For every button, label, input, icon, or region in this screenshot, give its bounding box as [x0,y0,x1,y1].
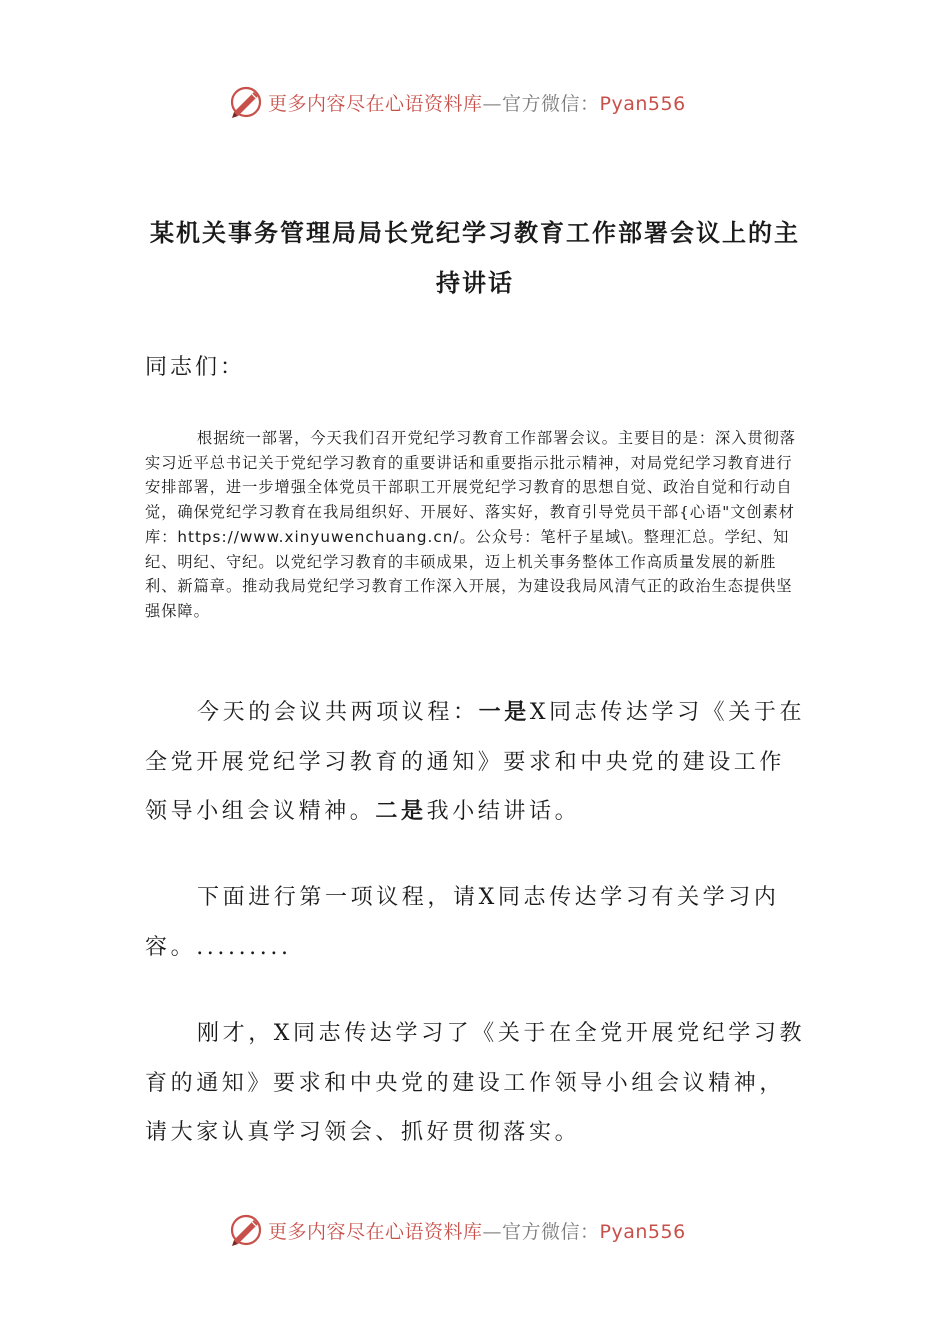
banner-text: 更多内容尽在心语资料库 [268,1220,483,1243]
agenda-lead: 今天的会议共两项议程： [197,700,479,725]
paragraph-agenda [145,688,807,837]
pen-logo-icon [228,84,264,120]
document-title: 某机关事务管理局局长党纪学习教育工作部署会议上的主持讲话 [150,218,800,297]
agenda-item2-text: 我小结讲话。 [426,799,581,824]
intro-url: https://www.xinyuwenchuang.cn/ [177,527,460,546]
agenda-item2-marker: 二是 [375,798,427,824]
agenda-item1-text: X同志传达学习《关于在全党开展党纪学习教育的通知》要求和中央党的建设工作领导小组会议精神。 [145,700,806,824]
banner-text: 更多内容尽在心语资料库 [268,92,483,115]
greeting: 同志们： [145,355,246,380]
wechat-id: Pyan556 [599,1220,686,1243]
intro-text-before: 根据统一部署，今天我们召开党纪学习教育工作部署会议。主要目的是：深入贯彻落实习近平总书记关于党纪学习教育的重要讲话和重要指示批示精神，对局党纪学习教育进行安排部署，进一步增强全体党员干部职工开展党纪学习教育的思想自觉、政治自觉和行动自觉，确保党纪学习教育在我局组织好、开展好、落实好，教育引导党员干部{心语"文创素材库： [145,429,796,546]
agenda-item1-marker: 一是 [478,699,530,725]
banner-dash: — [482,1220,503,1243]
banner-dash: — [482,92,503,115]
intro-text-after: 。公众号：笔杆子星域\。整理汇总。学纪、知纪、明纪、守纪。以党纪学习教育的丰硕成果，迈上机关事务整体工作高质量发展的新胜利、新篇章。推动我局党纪学习教育工作深入开展，为建设我局风清气正的政治生态提供坚强保障。 [145,527,793,620]
wechat-label: 官方微信： [502,92,600,115]
paragraph-first-item: 下面进行第一项议程，请X同志传达学习有关学习内容。......... [145,885,780,960]
pen-logo-icon [228,1212,264,1248]
wechat-id: Pyan556 [599,92,686,115]
paragraph-intro [145,426,805,624]
header-banner [0,82,950,122]
wechat-label: 官方微信： [502,1220,600,1243]
paragraph-closing: 刚才，X同志传达学习了《关于在全党开展党纪学习教育的通知》要求和中央党的建设工作领导小组会议精神，请大家认真学习领会、抓好贯彻落实。 [145,1021,806,1145]
footer-banner [0,1210,950,1250]
